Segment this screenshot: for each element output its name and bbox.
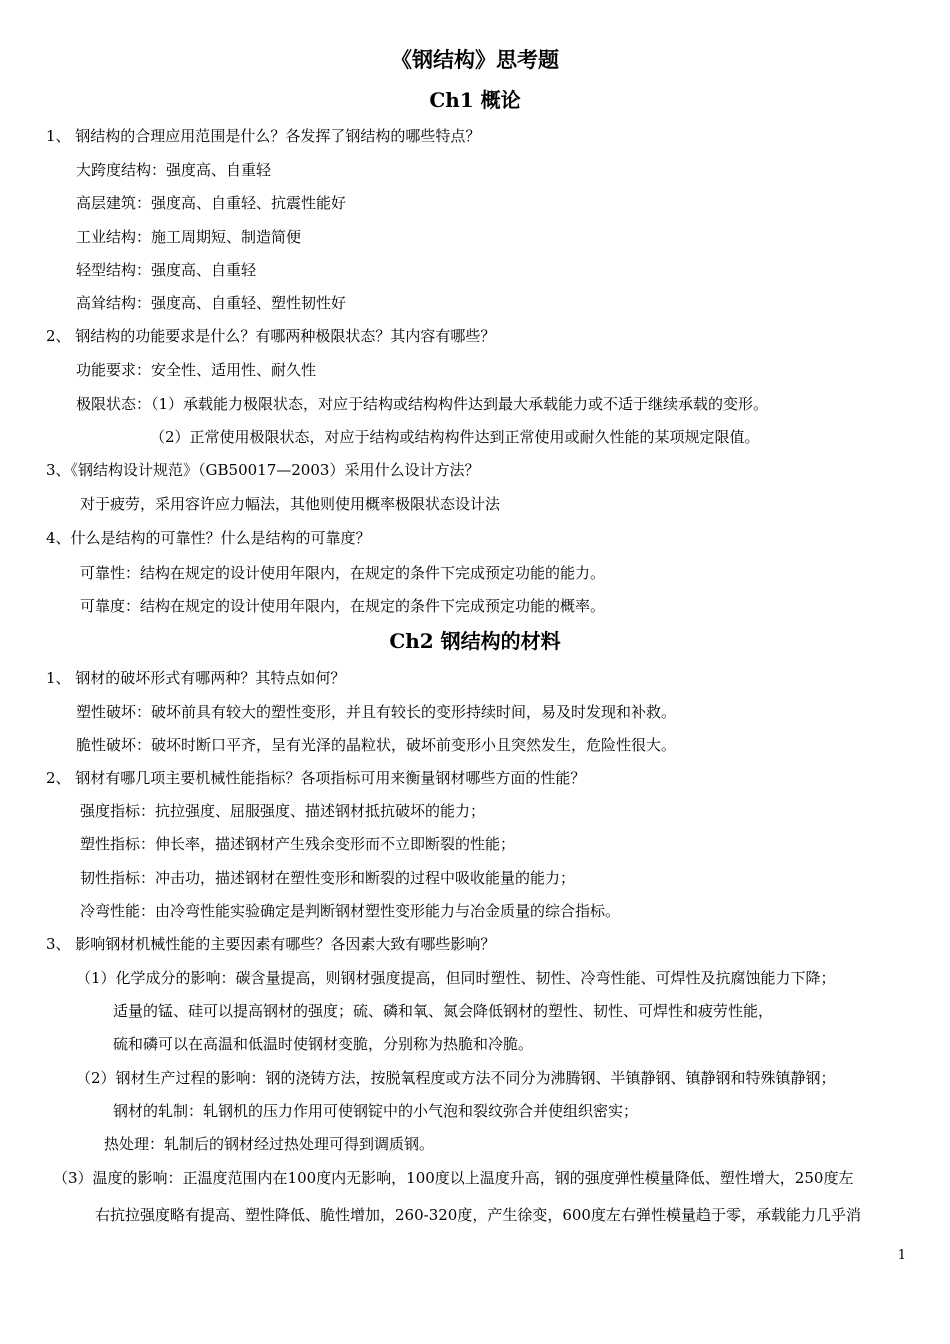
answer-line: 功能要求：安全性、适用性、耐久性 (76, 361, 317, 379)
answer-line: 韧性指标：冲击功，描述钢材在塑性变形和断裂的过程中吸收能量的能力； (80, 869, 576, 887)
chapter-heading-ch1: Ch1 概论 (429, 88, 521, 112)
answer-line: 极限状态：（1）承载能力极限状态，对应于结构或结构构件达到最大承载能力或不适于继续承载的变形。 (76, 395, 769, 413)
page-number: 1 (897, 1248, 906, 1263)
answer-line: 塑性破坏：破坏前具有较大的塑性变形，并且有较长的变形持续时间，易及时发现和补救。 (76, 703, 677, 721)
answer-line: 硫和磷可以在高温和低温时使钢材变脆，分别称为热脆和冷脆。 (113, 1035, 534, 1053)
answer-line: 大跨度结构：强度高、自重轻 (76, 161, 272, 179)
answer-line: 塑性指标：伸长率，描述钢材产生残余变形而不立即断裂的性能； (80, 835, 516, 853)
answer-line: 冷弯性能：由冷弯性能实验确定是判断钢材塑性变形能力与冶金质量的综合指标。 (80, 902, 621, 920)
answer-line: 高层建筑：强度高、自重轻、抗震性能好 (76, 194, 347, 212)
question-4: 4、什么是结构的可靠性？什么是结构的可靠度？ (46, 529, 371, 547)
answer-line: 可靠性：结构在规定的设计使用年限内，在规定的条件下完成预定功能的能力。 (80, 564, 606, 582)
answer-line: 工业结构：施工周期短、制造简便 (76, 228, 302, 246)
answer-line: 对于疲劳，采用容许应力幅法，其他则使用概率极限状态设计法 (80, 495, 501, 513)
chapter-heading-ch2: Ch2 钢结构的材料 (389, 629, 561, 653)
answer-line: 适量的锰、硅可以提高钢材的强度；硫、磷和氧、氮会降低钢材的塑性、韧性、可焊性和疲劳性能， (113, 1002, 774, 1020)
document-title: 《钢结构》思考题 (391, 47, 559, 72)
answer-line: （1）化学成分的影响：碳含量提高，则钢材强度提高，但同时塑性、韧性、冷弯性能、可焊性及抗腐蚀能力下降； (76, 969, 836, 987)
answer-line: 强度指标：抗拉强度、屈服强度、描述钢材抵抗破坏的能力； (80, 802, 486, 820)
question-3: 3、《钢结构设计规范》（GB50017—2003）采用什么设计方法？ (46, 461, 480, 479)
answer-line: （3）温度的影响：正温度范围内在100度内无影响，100度以上温度升高，钢的强度弹性模量降低、塑性增大，250度左 (53, 1169, 854, 1187)
answer-line: 可靠度：结构在规定的设计使用年限内，在规定的条件下完成预定功能的概率。 (80, 597, 606, 615)
question-1: 1、 钢材的破坏形式有哪两种？其特点如何？ (46, 669, 346, 687)
question-2: 2、 钢材有哪几项主要机械性能指标？各项指标可用来衡量钢材哪些方面的性能？ (46, 769, 586, 787)
answer-line: 热处理：轧制后的钢材经过热处理可得到调质钢。 (104, 1135, 435, 1153)
answer-line: 轻型结构：强度高、自重轻 (76, 261, 257, 279)
answer-line: （2）钢材生产过程的影响：钢的浇铸方法，按脱氧程度或方法不同分为沸腾钢、半镇静钢、镇静钢和特殊镇静钢； (76, 1069, 836, 1087)
answer-line: （2）正常使用极限状态，对应于结构或结构构件达到正常使用或耐久性能的某项规定限值。 (150, 428, 760, 446)
question-3: 3、 影响钢材机械性能的主要因素有哪些？各因素大致有哪些影响？ (46, 935, 496, 953)
answer-line: 脆性破坏：破坏时断口平齐，呈有光泽的晶粒状，破坏前变形小且突然发生，危险性很大。 (76, 736, 677, 754)
answer-line: 右抗拉强度略有提高、塑性降低、脆性增加，260-320度，产生徐变，600度左右弹性模量趋于零，承载能力几乎消 (95, 1206, 861, 1224)
question-1: 1、 钢结构的合理应用范围是什么？各发挥了钢结构的哪些特点？ (46, 127, 481, 145)
answer-line: 高耸结构：强度高、自重轻、塑性韧性好 (76, 294, 347, 312)
question-2: 2、 钢结构的功能要求是什么？有哪两种极限状态？其内容有哪些？ (46, 327, 496, 345)
answer-line: 钢材的轧制：轧钢机的压力作用可使钢锭中的小气泡和裂纹弥合并使组织密实； (113, 1102, 639, 1120)
